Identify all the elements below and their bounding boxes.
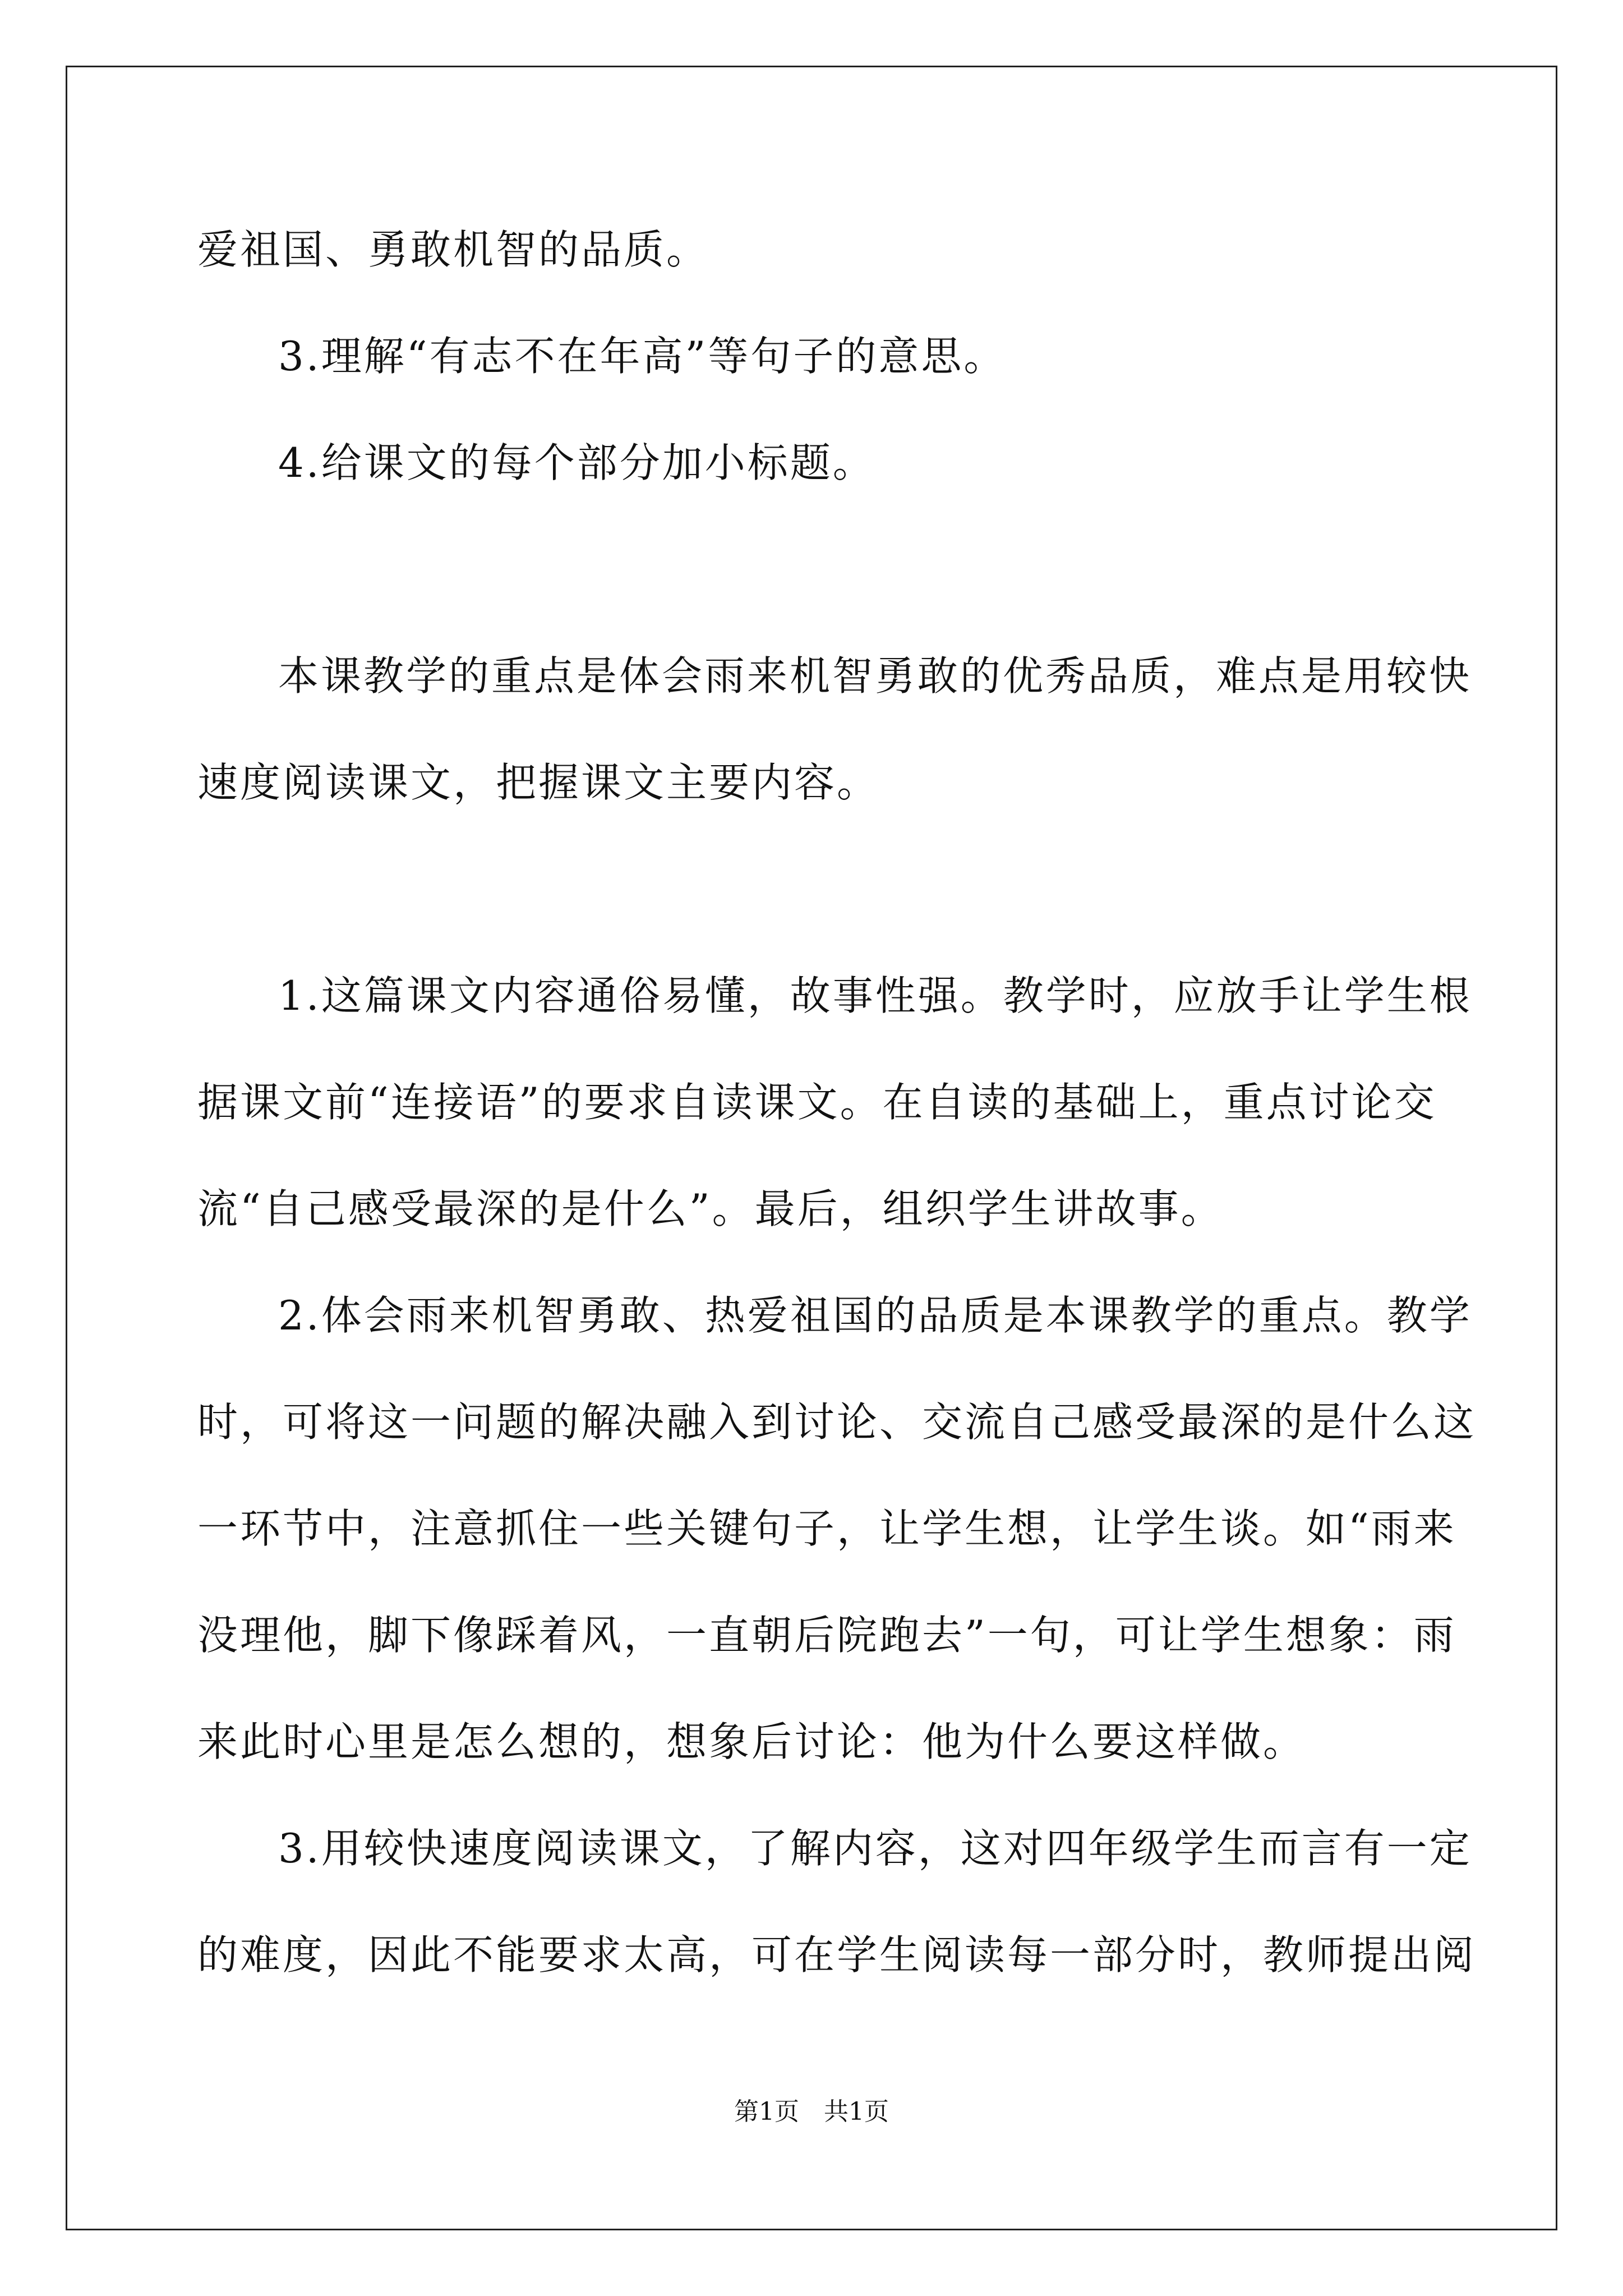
text-line-9: 2.体会雨来机智勇敢、热爱祖国的品质是本课教学的重点。教学 — [278, 1292, 1472, 1339]
text-line-2: 3.理解“有志不在年高”等句子的意思。 — [278, 333, 1007, 380]
text-line-13: 来此时心里是怎么想的，想象后讨论：他为什么要这样做。 — [197, 1718, 1306, 1765]
text-line-12: 没理他，脚下像踩着风，一直朝后院跑去”一句，可让学生想象：雨 — [197, 1612, 1456, 1659]
text-line-14: 3.用较快速度阅读课文，了解内容，这对四年级学生而言有一定 — [278, 1825, 1472, 1872]
text-line-11: 一环节中，注意抓住一些关键句子，让学生想，让学生谈。如“雨来 — [197, 1505, 1456, 1552]
text-line-6: 1.这篇课文内容通俗易懂，故事性强。教学时，应放手让学生根 — [278, 972, 1472, 1019]
text-line-15: 的难度，因此不能要求太高，可在学生阅读每一部分时，教师提出阅 — [197, 1931, 1477, 1978]
page-border — [66, 66, 1557, 2230]
text-line-7: 据课文前“连接语”的要求自读课文。在自读的基础上，重点讨论交 — [197, 1079, 1437, 1126]
text-line-5: 速度阅读课文，把握课文主要内容。 — [197, 759, 880, 806]
text-line-1: 爱祖国、勇敢机智的品质。 — [197, 226, 709, 273]
text-line-4: 本课教学的重点是体会雨来机智勇敢的优秀品质，难点是用较快 — [278, 652, 1472, 700]
text-line-3: 4.给课文的每个部分加小标题。 — [278, 439, 875, 486]
text-line-10: 时，可将这一问题的解决融入到讨论、交流自己感受最深的是什么这 — [197, 1398, 1477, 1446]
page-footer: 第1页 共1页 — [734, 2097, 889, 2126]
text-line-8: 流“自己感受最深的是什么”。最后，组织学生讲故事。 — [197, 1185, 1224, 1232]
